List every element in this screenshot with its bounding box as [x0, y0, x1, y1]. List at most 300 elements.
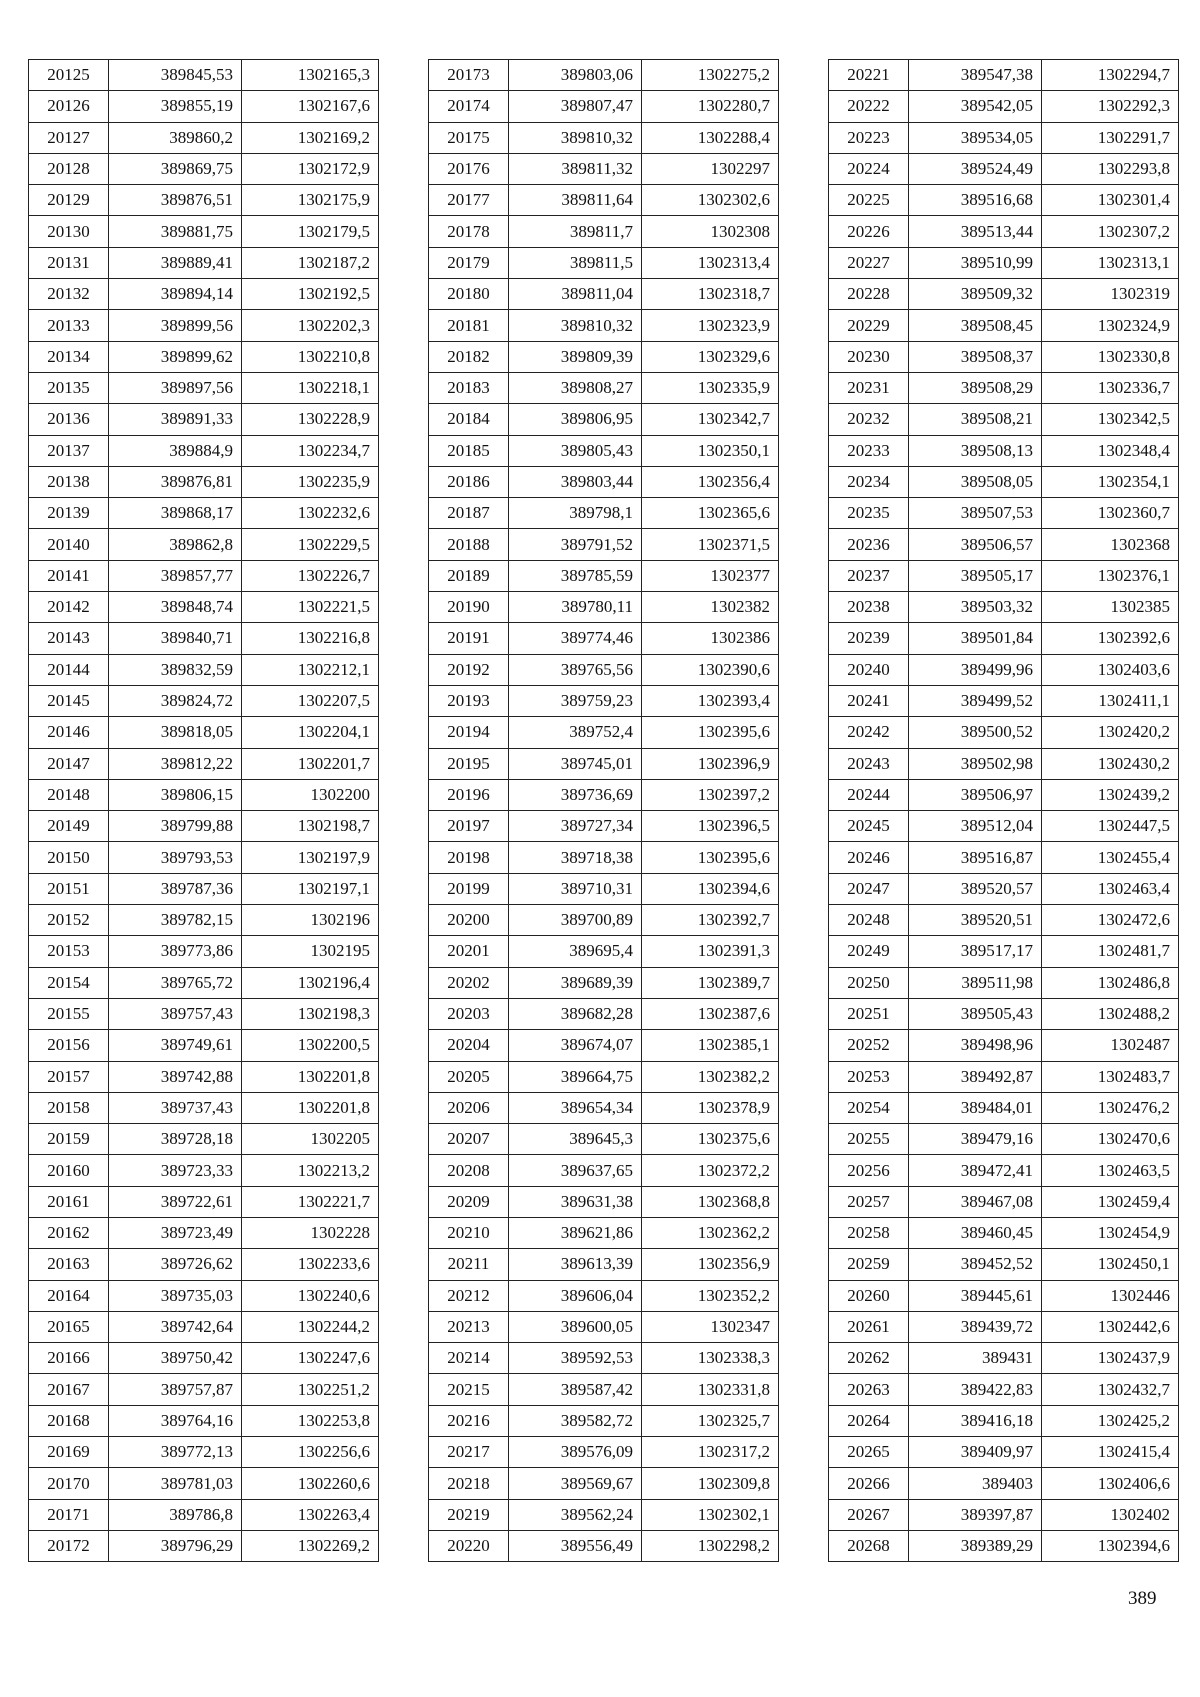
table-row: [829, 1217, 1179, 1248]
point-id-cell: 20143: [29, 623, 109, 654]
table-row: [829, 1030, 1179, 1061]
x-coordinate-cell: 389868,17: [109, 498, 242, 529]
table-row: [829, 1405, 1179, 1436]
point-id-cell: 20186: [429, 466, 509, 497]
x-coordinate-cell: 389674,07: [509, 1030, 642, 1061]
table-row: [429, 372, 779, 403]
table-row: [429, 498, 779, 529]
y-coordinate-cell: 1302382: [642, 592, 779, 623]
y-coordinate-cell: 1302362,2: [642, 1217, 779, 1248]
point-id-cell: 20153: [29, 936, 109, 967]
table-row: [829, 1061, 1179, 1092]
table-row: [29, 1280, 379, 1311]
point-id-cell: 20244: [829, 779, 909, 810]
table-row: [429, 435, 779, 466]
y-coordinate-cell: 1302200,5: [242, 1030, 379, 1061]
x-coordinate-cell: 389501,84: [909, 623, 1042, 654]
x-coordinate-cell: 389845,53: [109, 60, 242, 91]
x-coordinate-cell: 389848,74: [109, 592, 242, 623]
point-id-cell: 20239: [829, 623, 909, 654]
y-coordinate-cell: 1302336,7: [1042, 372, 1179, 403]
table-row: [429, 779, 779, 810]
table-row: [429, 748, 779, 779]
x-coordinate-cell: 389786,8: [109, 1499, 242, 1530]
table-row: [29, 341, 379, 372]
y-coordinate-cell: 1302365,6: [642, 498, 779, 529]
y-coordinate-cell: 1302233,6: [242, 1249, 379, 1280]
x-coordinate-cell: 389505,43: [909, 998, 1042, 1029]
x-coordinate-cell: 389774,46: [509, 623, 642, 654]
point-id-cell: 20215: [429, 1374, 509, 1405]
y-coordinate-cell: 1302392,7: [642, 905, 779, 936]
table-row: [829, 1437, 1179, 1468]
table-row: [429, 873, 779, 904]
table-row: [29, 498, 379, 529]
y-coordinate-cell: 1302165,3: [242, 60, 379, 91]
point-id-cell: 20241: [829, 685, 909, 716]
point-id-cell: 20262: [829, 1343, 909, 1374]
y-coordinate-cell: 1302298,2: [642, 1530, 779, 1561]
x-coordinate-cell: 389765,56: [509, 654, 642, 685]
point-id-cell: 20190: [429, 592, 509, 623]
table-row: [429, 216, 779, 247]
point-id-cell: 20209: [429, 1186, 509, 1217]
x-coordinate-cell: 389737,43: [109, 1092, 242, 1123]
x-coordinate-cell: 389508,13: [909, 435, 1042, 466]
table-row: [429, 905, 779, 936]
point-id-cell: 20261: [829, 1311, 909, 1342]
y-coordinate-cell: 1302425,2: [1042, 1405, 1179, 1436]
table-row: [829, 341, 1179, 372]
point-id-cell: 20139: [29, 498, 109, 529]
table-row: [29, 1437, 379, 1468]
point-id-cell: 20198: [429, 842, 509, 873]
point-id-cell: 20184: [429, 404, 509, 435]
table-row: [29, 560, 379, 591]
point-id-cell: 20127: [29, 122, 109, 153]
y-coordinate-cell: 1302463,5: [1042, 1155, 1179, 1186]
point-id-cell: 20142: [29, 592, 109, 623]
table-row: [29, 1468, 379, 1499]
y-coordinate-cell: 1302269,2: [242, 1530, 379, 1561]
point-id-cell: 20234: [829, 466, 909, 497]
x-coordinate-cell: 389510,99: [909, 247, 1042, 278]
table-row: [29, 91, 379, 122]
y-coordinate-cell: 1302402: [1042, 1499, 1179, 1530]
x-coordinate-cell: 389881,75: [109, 216, 242, 247]
table-row: [829, 529, 1179, 560]
x-coordinate-cell: 389899,56: [109, 310, 242, 341]
y-coordinate-cell: 1302335,9: [642, 372, 779, 403]
y-coordinate-cell: 1302342,5: [1042, 404, 1179, 435]
x-coordinate-cell: 389587,42: [509, 1374, 642, 1405]
x-coordinate-cell: 389811,32: [509, 153, 642, 184]
point-id-cell: 20135: [29, 372, 109, 403]
x-coordinate-cell: 389542,05: [909, 91, 1042, 122]
coordinate-table-3: [828, 59, 1179, 1562]
x-coordinate-cell: 389508,37: [909, 341, 1042, 372]
point-id-cell: 20180: [429, 279, 509, 310]
x-coordinate-cell: 389556,49: [509, 1530, 642, 1561]
y-coordinate-cell: 1302488,2: [1042, 998, 1179, 1029]
table-row: [29, 873, 379, 904]
table-row: [429, 1030, 779, 1061]
x-coordinate-cell: 389793,53: [109, 842, 242, 873]
point-id-cell: 20233: [829, 435, 909, 466]
y-coordinate-cell: 1302392,6: [1042, 623, 1179, 654]
y-coordinate-cell: 1302179,5: [242, 216, 379, 247]
y-coordinate-cell: 1302378,9: [642, 1092, 779, 1123]
x-coordinate-cell: 389516,87: [909, 842, 1042, 873]
point-id-cell: 20164: [29, 1280, 109, 1311]
x-coordinate-cell: 389810,32: [509, 310, 642, 341]
x-coordinate-cell: 389403: [909, 1468, 1042, 1499]
point-id-cell: 20203: [429, 998, 509, 1029]
y-coordinate-cell: 1302371,5: [642, 529, 779, 560]
table-row: [829, 1311, 1179, 1342]
table-row: [429, 1468, 779, 1499]
table-row: [829, 811, 1179, 842]
y-coordinate-cell: 1302197,1: [242, 873, 379, 904]
y-coordinate-cell: 1302293,8: [1042, 153, 1179, 184]
point-id-cell: 20125: [29, 60, 109, 91]
y-coordinate-cell: 1302350,1: [642, 435, 779, 466]
y-coordinate-cell: 1302459,4: [1042, 1186, 1179, 1217]
x-coordinate-cell: 389840,71: [109, 623, 242, 654]
y-coordinate-cell: 1302196: [242, 905, 379, 936]
point-id-cell: 20219: [429, 1499, 509, 1530]
y-coordinate-cell: 1302212,1: [242, 654, 379, 685]
point-id-cell: 20155: [29, 998, 109, 1029]
x-coordinate-cell: 389765,72: [109, 967, 242, 998]
table-row: [429, 247, 779, 278]
table-row: [829, 122, 1179, 153]
point-id-cell: 20213: [429, 1311, 509, 1342]
point-id-cell: 20176: [429, 153, 509, 184]
x-coordinate-cell: 389513,44: [909, 216, 1042, 247]
point-id-cell: 20230: [829, 341, 909, 372]
y-coordinate-cell: 1302196,4: [242, 967, 379, 998]
table-row: [429, 592, 779, 623]
point-id-cell: 20226: [829, 216, 909, 247]
y-coordinate-cell: 1302275,2: [642, 60, 779, 91]
x-coordinate-cell: 389798,1: [509, 498, 642, 529]
y-coordinate-cell: 1302292,3: [1042, 91, 1179, 122]
x-coordinate-cell: 389772,13: [109, 1437, 242, 1468]
x-coordinate-cell: 389812,22: [109, 748, 242, 779]
y-coordinate-cell: 1302397,2: [642, 779, 779, 810]
y-coordinate-cell: 1302439,2: [1042, 779, 1179, 810]
y-coordinate-cell: 1302226,7: [242, 560, 379, 591]
point-id-cell: 20133: [29, 310, 109, 341]
x-coordinate-cell: 389723,33: [109, 1155, 242, 1186]
y-coordinate-cell: 1302396,5: [642, 811, 779, 842]
point-id-cell: 20159: [29, 1124, 109, 1155]
point-id-cell: 20221: [829, 60, 909, 91]
x-coordinate-cell: 389467,08: [909, 1186, 1042, 1217]
x-coordinate-cell: 389431: [909, 1343, 1042, 1374]
y-coordinate-cell: 1302221,5: [242, 592, 379, 623]
table-row: [429, 998, 779, 1029]
table-row: [829, 905, 1179, 936]
point-id-cell: 20152: [29, 905, 109, 936]
y-coordinate-cell: 1302323,9: [642, 310, 779, 341]
x-coordinate-cell: 389503,32: [909, 592, 1042, 623]
x-coordinate-cell: 389562,24: [509, 1499, 642, 1530]
table-row: [429, 466, 779, 497]
point-id-cell: 20205: [429, 1061, 509, 1092]
point-id-cell: 20255: [829, 1124, 909, 1155]
table-row: [829, 654, 1179, 685]
table-row: [829, 779, 1179, 810]
y-coordinate-cell: 1302476,2: [1042, 1092, 1179, 1123]
y-coordinate-cell: 1302308: [642, 216, 779, 247]
x-coordinate-cell: 389773,86: [109, 936, 242, 967]
x-coordinate-cell: 389894,14: [109, 279, 242, 310]
y-coordinate-cell: 1302348,4: [1042, 435, 1179, 466]
x-coordinate-cell: 389582,72: [509, 1405, 642, 1436]
page-number: 389: [1128, 1588, 1157, 1609]
x-coordinate-cell: 389899,62: [109, 341, 242, 372]
table-row: [829, 998, 1179, 1029]
point-id-cell: 20250: [829, 967, 909, 998]
y-coordinate-cell: 1302377: [642, 560, 779, 591]
table-row: [429, 1374, 779, 1405]
point-id-cell: 20146: [29, 717, 109, 748]
table-row: [429, 404, 779, 435]
x-coordinate-cell: 389764,16: [109, 1405, 242, 1436]
table-row: [429, 1155, 779, 1186]
x-coordinate-cell: 389897,56: [109, 372, 242, 403]
point-id-cell: 20242: [829, 717, 909, 748]
x-coordinate-cell: 389516,68: [909, 185, 1042, 216]
x-coordinate-cell: 389397,87: [909, 1499, 1042, 1530]
point-id-cell: 20200: [429, 905, 509, 936]
point-id-cell: 20154: [29, 967, 109, 998]
y-coordinate-cell: 1302307,2: [1042, 216, 1179, 247]
x-coordinate-cell: 389855,19: [109, 91, 242, 122]
point-id-cell: 20236: [829, 529, 909, 560]
x-coordinate-cell: 389809,39: [509, 341, 642, 372]
point-id-cell: 20247: [829, 873, 909, 904]
table-row: [829, 466, 1179, 497]
y-coordinate-cell: 1302442,6: [1042, 1311, 1179, 1342]
point-id-cell: 20228: [829, 279, 909, 310]
point-id-cell: 20156: [29, 1030, 109, 1061]
y-coordinate-cell: 1302172,9: [242, 153, 379, 184]
x-coordinate-cell: 389811,04: [509, 279, 642, 310]
x-coordinate-cell: 389791,52: [509, 529, 642, 560]
y-coordinate-cell: 1302260,6: [242, 1468, 379, 1499]
x-coordinate-cell: 389460,45: [909, 1217, 1042, 1248]
x-coordinate-cell: 389512,04: [909, 811, 1042, 842]
x-coordinate-cell: 389422,83: [909, 1374, 1042, 1405]
y-coordinate-cell: 1302430,2: [1042, 748, 1179, 779]
x-coordinate-cell: 389869,75: [109, 153, 242, 184]
table-row: [29, 905, 379, 936]
y-coordinate-cell: 1302396,9: [642, 748, 779, 779]
point-id-cell: 20206: [429, 1092, 509, 1123]
table-row: [29, 1499, 379, 1530]
x-coordinate-cell: 389524,49: [909, 153, 1042, 184]
x-coordinate-cell: 389416,18: [909, 1405, 1042, 1436]
y-coordinate-cell: 1302437,9: [1042, 1343, 1179, 1374]
x-coordinate-cell: 389723,49: [109, 1217, 242, 1248]
x-coordinate-cell: 389862,8: [109, 529, 242, 560]
point-id-cell: 20177: [429, 185, 509, 216]
table-row: [29, 435, 379, 466]
point-id-cell: 20259: [829, 1249, 909, 1280]
table-row: [429, 1437, 779, 1468]
x-coordinate-cell: 389807,47: [509, 91, 642, 122]
point-id-cell: 20254: [829, 1092, 909, 1123]
point-id-cell: 20216: [429, 1405, 509, 1436]
table-row: [29, 1311, 379, 1342]
point-id-cell: 20157: [29, 1061, 109, 1092]
table-row: [429, 1217, 779, 1248]
table-row: [429, 967, 779, 998]
table-row: [829, 1249, 1179, 1280]
y-coordinate-cell: 1302234,7: [242, 435, 379, 466]
y-coordinate-cell: 1302221,7: [242, 1186, 379, 1217]
point-id-cell: 20145: [29, 685, 109, 716]
point-id-cell: 20170: [29, 1468, 109, 1499]
x-coordinate-cell: 389803,44: [509, 466, 642, 497]
table-row: [829, 404, 1179, 435]
table-row: [429, 1343, 779, 1374]
table-row: [429, 1530, 779, 1561]
table-row: [29, 122, 379, 153]
y-coordinate-cell: 1302187,2: [242, 247, 379, 278]
table-row: [29, 216, 379, 247]
table-row: [829, 1468, 1179, 1499]
table-row: [29, 372, 379, 403]
table-row: [429, 936, 779, 967]
y-coordinate-cell: 1302280,7: [642, 91, 779, 122]
x-coordinate-cell: 389547,38: [909, 60, 1042, 91]
table-row: [829, 247, 1179, 278]
y-coordinate-cell: 1302395,6: [642, 842, 779, 873]
y-coordinate-cell: 1302394,6: [1042, 1530, 1179, 1561]
table-row: [29, 153, 379, 184]
y-coordinate-cell: 1302210,8: [242, 341, 379, 372]
table-row: [829, 1186, 1179, 1217]
y-coordinate-cell: 1302403,6: [1042, 654, 1179, 685]
y-coordinate-cell: 1302331,8: [642, 1374, 779, 1405]
y-coordinate-cell: 1302347: [642, 1311, 779, 1342]
y-coordinate-cell: 1302394,6: [642, 873, 779, 904]
x-coordinate-cell: 389569,67: [509, 1468, 642, 1499]
x-coordinate-cell: 389736,69: [509, 779, 642, 810]
coordinate-table-1: [28, 59, 379, 1562]
table-row: [829, 560, 1179, 591]
y-coordinate-cell: 1302391,3: [642, 936, 779, 967]
x-coordinate-cell: 389805,43: [509, 435, 642, 466]
y-coordinate-cell: 1302356,4: [642, 466, 779, 497]
point-id-cell: 20136: [29, 404, 109, 435]
point-id-cell: 20210: [429, 1217, 509, 1248]
point-id-cell: 20149: [29, 811, 109, 842]
point-id-cell: 20248: [829, 905, 909, 936]
point-id-cell: 20158: [29, 1092, 109, 1123]
table-row: [29, 310, 379, 341]
table-row: [829, 216, 1179, 247]
point-id-cell: 20249: [829, 936, 909, 967]
point-id-cell: 20232: [829, 404, 909, 435]
y-coordinate-cell: 1302302,6: [642, 185, 779, 216]
point-id-cell: 20224: [829, 153, 909, 184]
x-coordinate-cell: 389799,88: [109, 811, 242, 842]
point-id-cell: 20251: [829, 998, 909, 1029]
x-coordinate-cell: 389884,9: [109, 435, 242, 466]
x-coordinate-cell: 389606,04: [509, 1280, 642, 1311]
point-id-cell: 20168: [29, 1405, 109, 1436]
x-coordinate-cell: 389757,43: [109, 998, 242, 1029]
y-coordinate-cell: 1302455,4: [1042, 842, 1179, 873]
point-id-cell: 20174: [429, 91, 509, 122]
point-id-cell: 20137: [29, 435, 109, 466]
y-coordinate-cell: 1302354,1: [1042, 466, 1179, 497]
y-coordinate-cell: 1302389,7: [642, 967, 779, 998]
point-id-cell: 20238: [829, 592, 909, 623]
point-id-cell: 20126: [29, 91, 109, 122]
y-coordinate-cell: 1302372,2: [642, 1155, 779, 1186]
y-coordinate-cell: 1302195: [242, 936, 379, 967]
table-row: [429, 1280, 779, 1311]
y-coordinate-cell: 1302447,5: [1042, 811, 1179, 842]
point-id-cell: 20207: [429, 1124, 509, 1155]
x-coordinate-cell: 389727,34: [509, 811, 642, 842]
y-coordinate-cell: 1302256,6: [242, 1437, 379, 1468]
x-coordinate-cell: 389508,05: [909, 466, 1042, 497]
point-id-cell: 20264: [829, 1405, 909, 1436]
y-coordinate-cell: 1302204,1: [242, 717, 379, 748]
y-coordinate-cell: 1302375,6: [642, 1124, 779, 1155]
table-row: [29, 1405, 379, 1436]
table-row: [429, 279, 779, 310]
x-coordinate-cell: 389505,17: [909, 560, 1042, 591]
y-coordinate-cell: 1302309,8: [642, 1468, 779, 1499]
table-row: [29, 1374, 379, 1405]
point-id-cell: 20189: [429, 560, 509, 591]
point-id-cell: 20268: [829, 1530, 909, 1561]
x-coordinate-cell: 389445,61: [909, 1280, 1042, 1311]
y-coordinate-cell: 1302288,4: [642, 122, 779, 153]
table-row: [429, 185, 779, 216]
y-coordinate-cell: 1302454,9: [1042, 1217, 1179, 1248]
x-coordinate-cell: 389682,28: [509, 998, 642, 1029]
table-row: [829, 1343, 1179, 1374]
y-coordinate-cell: 1302356,9: [642, 1249, 779, 1280]
y-coordinate-cell: 1302330,8: [1042, 341, 1179, 372]
x-coordinate-cell: 389700,89: [509, 905, 642, 936]
table-row: [29, 529, 379, 560]
x-coordinate-cell: 389479,16: [909, 1124, 1042, 1155]
point-id-cell: 20187: [429, 498, 509, 529]
point-id-cell: 20169: [29, 1437, 109, 1468]
point-id-cell: 20217: [429, 1437, 509, 1468]
y-coordinate-cell: 1302470,6: [1042, 1124, 1179, 1155]
table-row: [429, 560, 779, 591]
point-id-cell: 20225: [829, 185, 909, 216]
table-row: [829, 936, 1179, 967]
point-id-cell: 20202: [429, 967, 509, 998]
y-coordinate-cell: 1302319: [1042, 279, 1179, 310]
point-id-cell: 20178: [429, 216, 509, 247]
x-coordinate-cell: 389726,62: [109, 1249, 242, 1280]
table-row: [29, 936, 379, 967]
point-id-cell: 20148: [29, 779, 109, 810]
